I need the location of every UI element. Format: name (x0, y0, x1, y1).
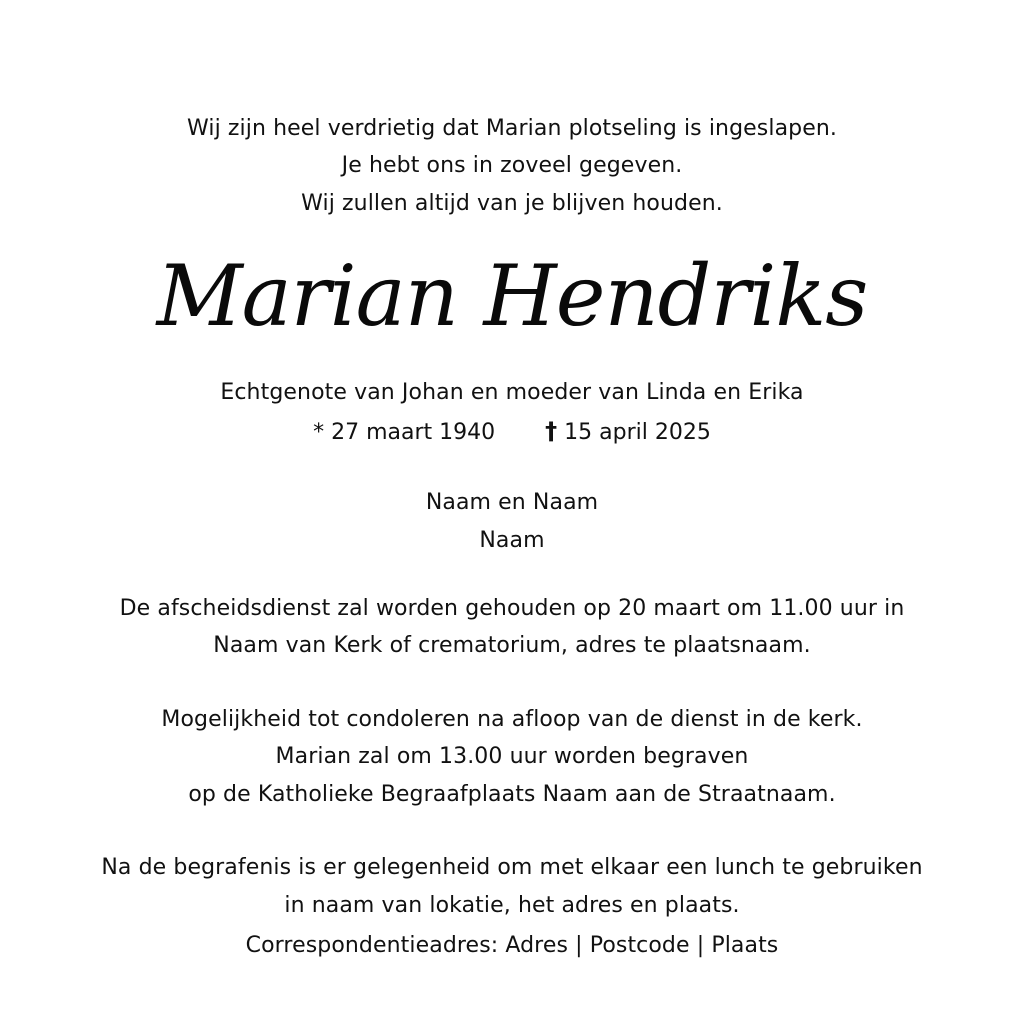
family-line-1: Naam en Naam (425, 490, 599, 515)
birth-symbol: * (313, 420, 325, 445)
correspondence-line: Correspondentieadres: Adres | Postcode | Plaats (245, 933, 779, 958)
lunch-line-1: Na de begrafenis is er gelegenheid om met elkaar een lunch te gebruiken (101, 855, 923, 880)
deceased-name: Marian Hendriks (156, 247, 868, 345)
dates-line (0, 416, 1024, 448)
family-line-2: Naam (479, 528, 545, 553)
intro-line-3: Wij zullen altijd van je blijven houden. (301, 191, 723, 216)
service-line-2: Naam van Kerk of crematorium, adres te plaatsnaam. (213, 633, 811, 658)
intro-line-2: Je hebt ons in zoveel gegeven. (341, 153, 683, 178)
lunch-line-2: in naam van lokatie, het adres en plaats. (284, 893, 740, 918)
condolence-line-3: op de Katholieke Begraafplaats Naam aan de Straatnaam. (188, 782, 836, 807)
death-date: 15 april 2025 (564, 420, 711, 445)
intro-line-1: Wij zijn heel verdrietig dat Marian plotseling is ingeslapen. (187, 116, 837, 141)
cross-icon: † (545, 417, 558, 445)
birth-date: 27 maart 1940 (331, 420, 496, 445)
condolence-line-2: Marian zal om 13.00 uur worden begraven (275, 744, 749, 769)
service-line-1: De afscheidsdienst zal worden gehouden op 20 maart om 11.00 uur in (119, 596, 905, 621)
relation-line: Echtgenote van Johan en moeder van Linda en Erika (220, 380, 804, 405)
condolence-line-1: Mogelijkheid tot condoleren na afloop van de dienst in de kerk. (161, 707, 863, 732)
